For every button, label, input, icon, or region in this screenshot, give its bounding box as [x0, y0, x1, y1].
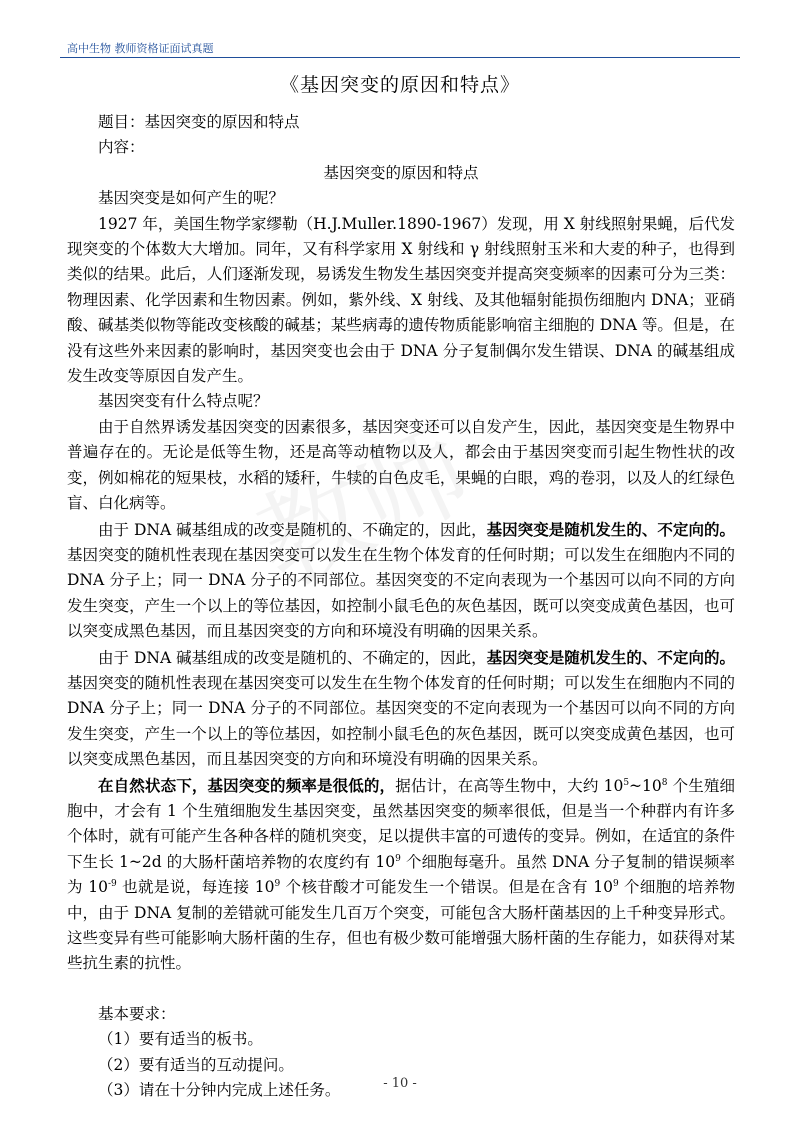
exponent: -9	[107, 879, 117, 890]
exponent: 9	[395, 853, 401, 864]
exponent: 9	[612, 879, 619, 890]
requirements-label: 基本要求：	[98, 1004, 176, 1023]
spacer	[67, 977, 735, 1002]
paragraph-5-text: ~10	[629, 776, 662, 795]
question-2: 基因突变有什么特点呢？	[98, 392, 269, 411]
paragraph-5-text: 据估计，在高等生物中，大约 10	[395, 776, 624, 795]
paragraph-4	[67, 645, 735, 773]
paragraph-3-rest: 基因突变的随机性表现在基因突变可以发生在生物个体发育的任何时期；可以发生在细胞内不同的 DNA 分子上；同一 DNA 分子的不同部位。基因突变的不定向表现为一个基因可以向不同的方向发生突变，产生一个以上的等位基因，如控制小鼠毛色的灰色基因，既可以突变成黄色基因，也可以突变成黑色基因，而且基因突变的方向和环境没有明确的因果关系。	[67, 545, 735, 641]
paragraph-4-lead: 由于 DNA 碱基组成的改变是随机的、不确定的，因此，	[98, 648, 487, 667]
paragraph-4-bold: 基因突变是随机发生的、不定向的。	[486, 647, 735, 667]
document-title: 《基因突变的原因和特点》	[279, 74, 520, 96]
topic-line: 题目：基因突变的原因和特点	[98, 113, 300, 131]
requirement-item: （2）要有适当的互动提问。	[98, 1055, 294, 1074]
question-1: 基因突变是如何产生的呢？	[98, 189, 285, 208]
paragraph-3	[67, 517, 735, 645]
requirement-item: （3）请在十分钟内完成上述任务。	[98, 1081, 341, 1100]
paragraph-3-bold: 基因突变是随机发生的、不定向的。	[486, 519, 735, 539]
paragraph-5-text: 个核苷酸才可能发生一个错误。但是在含有 10	[280, 878, 613, 897]
document-body	[67, 110, 735, 1103]
paragraph-5-text: 也就是说，每连接 10	[116, 878, 275, 897]
paragraph-1: 1927 年，美国生物学家缪勒（H.J.Muller.1890-1967）发现，用 X 射线照射果蝇，后代发现突变的个体数大大增加。同年，又有科学家用 X 射线和 γ 射线照射玉米和大麦的种子，也得到类似的结果。此后，人们逐渐发现，易诱发生物发生基因突变并提高突变频率的因素可分为三类：物理因素、化学因素和生物因素。例如，紫外线、X 射线、及其他辐射能损伤细胞内 DNA；亚硝酸、碱基类似物等能改变核酸的碱基；某些病毒的遗传物质能影响宿主细胞的 DNA 等。但是，在没有这些外来因素的影响时，基因突变也会由于 DNA 分子复制偶尔发生错误、DNA 的碱基组成发生改变等原因自发产生。	[67, 214, 735, 386]
paragraph-4-rest: 基因突变的随机性表现在基因突变可以发生在生物个体发育的任何时期；可以发生在细胞内不同的 DNA 分子上；同一 DNA 分子的不同部位。基因突变的不定向表现为一个基因可以向不同的方向发生突变，产生一个以上的等位基因，如控制小鼠毛色的灰色基因，既可以突变成黄色基因，也可以突变成黑色基因，而且基因突变的方向和环境没有明确的因果关系。	[67, 673, 735, 769]
exponent: 8	[661, 777, 668, 788]
paragraph-5-bold: 在自然状态下，基因突变的频率是很低的，	[98, 775, 396, 795]
content-label: 内容：	[98, 138, 145, 157]
paragraph-5	[67, 773, 735, 977]
paragraph-3-lead: 由于 DNA 碱基组成的改变是随机的、不确定的，因此，	[98, 520, 487, 539]
paragraph-5-text: 个细胞的培养物中，由于 DNA 复制的差错就可能发生几百万个突变，可能包含大肠杆菌基因的上千种变异形式。这些变异有些可能影响大肠杆菌的生存，但也有极少数可能增强大肠杆菌的生存能力，如获得对某些抗生素的抗性。	[67, 878, 735, 973]
section-heading: 基因突变的原因和特点	[323, 163, 479, 182]
paragraph-5-text: 个细胞每毫升。虽然 DNA 分子复制的错误频率为 10	[67, 852, 735, 897]
exponent: 5	[623, 777, 630, 788]
paragraph-5-text: 个生殖细胞中，才会有 1 个生殖细胞发生基因突变，虽然基因突变的频率很低，但是当一个种群内有许多个体时，就有可能产生各种各样的随机突变，足以提供丰富的可遗传的变异。例如，在适宜的条件下生长 1~2d 的大肠杆菌培养物的农度约有 10	[67, 776, 735, 871]
exponent: 9	[274, 879, 281, 890]
header-divider	[60, 57, 740, 58]
requirement-item: （1）要有适当的板书。	[98, 1030, 263, 1049]
paragraph-2: 由于自然界诱发基因突变的因素很多，基因突变还可以自发产生，因此，基因突变是生物界中普遍存在的。无论是低等生物，还是高等动植物以及人，都会由于基因突变而引起生物性状的改变，例如棉花的短果枝，水稻的矮秆，牛犊的白色皮毛，果蝇的白眼，鸡的卷羽，以及人的红绿色盲、白化病等。	[67, 417, 735, 513]
page-number: - 10 -	[383, 1076, 417, 1091]
page-header: 高中生物 教师资格证面试真题	[67, 42, 214, 55]
